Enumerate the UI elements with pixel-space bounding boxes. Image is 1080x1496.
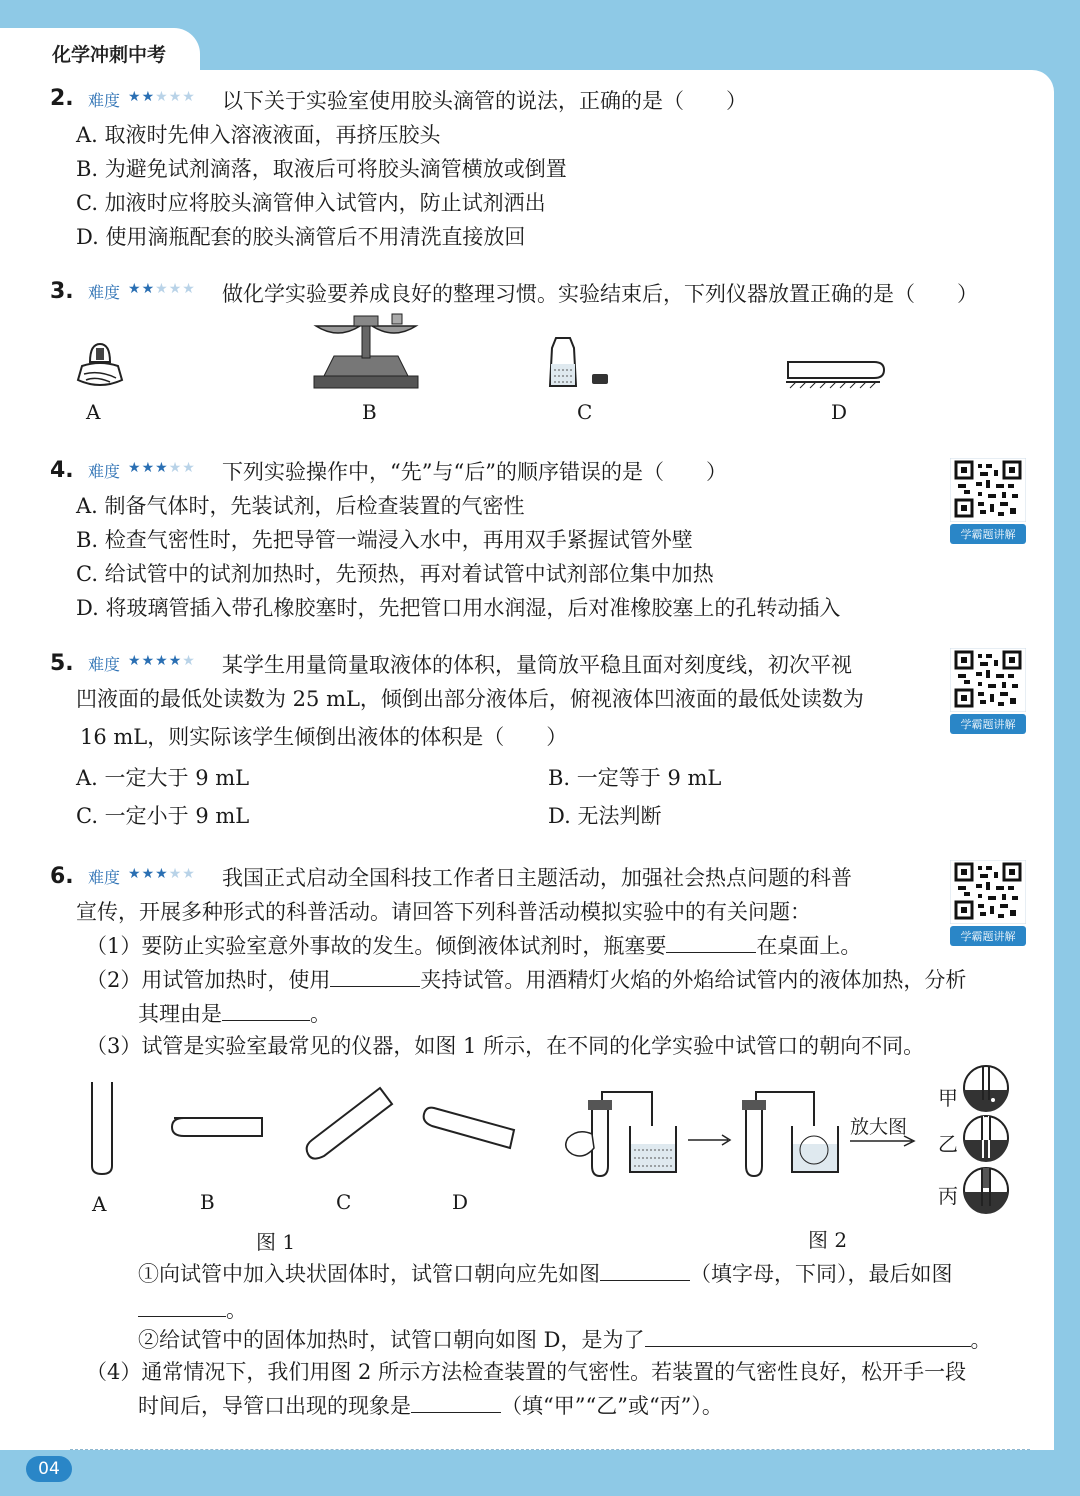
qr-code[interactable]	[950, 860, 1026, 946]
option-b: B. 为避免试剂滴落，取液后可将胶头滴管横放或倒置	[76, 157, 567, 181]
star-filled-icon: ★	[141, 281, 156, 297]
part-1-text: （1）要防止实验室意外事故的发生。倾倒液体试剂时，瓶塞要	[86, 934, 667, 958]
sub-question-1-end: 。	[226, 1298, 247, 1322]
difficulty-stars	[128, 866, 196, 882]
option-label-c: C	[577, 400, 593, 424]
star-filled-icon: ★	[155, 653, 169, 669]
option-label-a: A	[86, 400, 101, 424]
part-2-text-cont: 夹持试管。用酒精灯火焰的外焰给试管内的液体加热，分析	[420, 968, 967, 992]
magnified-view-yi	[962, 1114, 1010, 1162]
option-b: B. 一定等于 9 mL	[548, 766, 722, 790]
star-filled-icon: ★	[155, 460, 169, 476]
test-tube-upright-icon	[92, 1082, 112, 1174]
qr-label: 学霸题讲解	[950, 714, 1026, 734]
question-number: 4.	[50, 458, 74, 483]
arrow-icon	[688, 1135, 730, 1145]
page-number: 04	[26, 1456, 72, 1482]
answer-blank[interactable]	[138, 1298, 226, 1317]
part-2-reason-end: 。	[310, 1002, 331, 1026]
star-filled-icon: ★	[141, 460, 156, 476]
qr-label: 学霸题讲解	[950, 926, 1026, 946]
option-label-b: B	[362, 400, 377, 424]
difficulty-stars	[128, 281, 196, 297]
qr-code-icon	[950, 648, 1026, 712]
figure-2-caption: 图 2	[808, 1228, 848, 1252]
option-a: A. 制备气体时，先装试剂，后检查装置的气密性	[76, 494, 525, 518]
question-stem: 做化学实验要养成良好的整理习惯。实验结束后，下列仪器放置正确的是（ ）	[222, 282, 978, 306]
star-empty-icon: ★	[168, 281, 183, 297]
question-stem: 以下关于实验室使用胶头滴管的说法，正确的是（ ）	[222, 89, 747, 113]
question-number: 2.	[50, 86, 74, 111]
qr-code-icon	[950, 860, 1026, 924]
sub-question-2	[138, 1324, 992, 1354]
question-stem-line-2: 宣传，开展多种形式的科普活动。请回答下列科普活动模拟实验中的有关问题：	[76, 900, 811, 924]
sub-question-1-text-cont: （填字母，下同），最后如图	[690, 1262, 953, 1286]
part-2	[86, 964, 966, 994]
star-empty-icon: ★	[182, 460, 196, 476]
magnified-view-bing	[962, 1166, 1010, 1214]
answer-blank[interactable]	[411, 1394, 501, 1413]
star-filled-icon: ★	[168, 653, 183, 669]
question-stem-line-1: 我国正式启动全国科技工作者日主题活动，加强社会热点问题的科普	[222, 866, 852, 890]
star-filled-icon: ★	[128, 866, 142, 882]
fig2-label-jia: 甲	[938, 1086, 958, 1110]
answer-blank[interactable]	[600, 1262, 690, 1281]
option-d: D. 无法判断	[548, 804, 662, 828]
question-stem: 下列实验操作中，“先”与“后”的顺序错误的是（ ）	[222, 460, 727, 484]
option-d: D. 将玻璃管插入带孔橡胶塞时，先把管口用水润湿，后对准橡胶塞上的孔转动插入	[76, 596, 841, 620]
star-filled-icon: ★	[128, 653, 142, 669]
star-empty-icon: ★	[168, 460, 183, 476]
star-filled-icon: ★	[128, 460, 142, 476]
star-empty-icon: ★	[168, 89, 183, 105]
part-2-reason	[138, 998, 331, 1028]
magnified-view-jia	[962, 1064, 1010, 1112]
answer-blank[interactable]	[645, 1328, 971, 1347]
question-number: 6.	[50, 864, 74, 889]
test-tube-horizontal-icon	[784, 354, 888, 390]
sub-question-2-end: 。	[970, 1328, 992, 1352]
page	[0, 70, 1054, 1450]
figure-2-airtightness-setup	[558, 1088, 858, 1188]
part-1-text-end: 在桌面上。	[756, 934, 862, 958]
difficulty-stars	[128, 460, 196, 476]
star-filled-icon: ★	[128, 281, 142, 297]
reagent-bottle-icon	[546, 328, 614, 390]
alcohol-lamp-icon	[70, 336, 130, 392]
star-filled-icon: ★	[141, 866, 156, 882]
part-4-answer	[138, 1390, 723, 1420]
part-3: （3）试管是实验室最常见的仪器，如图 1 所示，在不同的化学实验中试管口的朝向不同。	[86, 1034, 925, 1058]
star-empty-icon: ★	[155, 281, 169, 297]
part-2-text: （2）用试管加热时，使用	[86, 968, 331, 992]
test-tube-tilted-up-icon	[307, 1088, 392, 1159]
question-number: 5.	[50, 651, 74, 676]
figure-1-caption: 图 1	[256, 1230, 296, 1254]
question-stem-line-2: 凹液面的最低处读数为 25 mL，倾倒出部分液体后，俯视液体凹液面的最低处读数为	[76, 687, 864, 711]
star-empty-icon: ★	[168, 866, 183, 882]
option-c: C. 加液时应将胶头滴管伸入试管内，防止试剂洒出	[76, 191, 546, 215]
header-tab	[0, 28, 200, 80]
star-empty-icon: ★	[182, 653, 196, 669]
star-filled-icon: ★	[141, 653, 156, 669]
star-empty-icon: ★	[155, 89, 169, 105]
book-title: 化学冲刺中考	[52, 44, 167, 66]
answer-blank[interactable]	[666, 934, 756, 953]
star-filled-icon: ★	[128, 89, 142, 105]
difficulty-label: 难度	[88, 462, 121, 481]
arrow-right-icon	[848, 1134, 918, 1148]
difficulty-label: 难度	[88, 91, 121, 110]
difficulty-stars	[128, 653, 196, 669]
difficulty-stars	[128, 89, 196, 105]
answer-blank[interactable]	[330, 968, 420, 987]
difficulty-label: 难度	[88, 283, 121, 302]
sub-question-1-final	[138, 1294, 247, 1324]
question-stem-line-3: 16 mL，则实际该学生倾倒出液体的体积是（ ）	[80, 725, 568, 749]
part-4-text: 时间后，导管口出现的现象是	[138, 1394, 411, 1418]
option-d: D. 使用滴瓶配套的胶头滴管后不用清洗直接放回	[76, 225, 526, 249]
part-4: （4）通常情况下，我们用图 2 所示方法检查装置的气密性。若装置的气密性良好，松开手一段	[86, 1360, 967, 1384]
sub-question-2-text: ②给试管中的固体加热时，试管口朝向如图 D，是为了	[138, 1328, 645, 1352]
fig1-label-a: A	[92, 1192, 107, 1216]
qr-code-icon	[950, 458, 1026, 522]
fig1-label-c: C	[336, 1190, 352, 1214]
qr-code[interactable]	[950, 458, 1026, 544]
fig1-label-d: D	[452, 1190, 469, 1214]
test-tube-horizontal-icon	[172, 1118, 262, 1136]
fig2-arrow-text: 放大图	[850, 1116, 908, 1138]
hand-icon	[566, 1132, 594, 1156]
question-number: 3.	[50, 279, 74, 304]
option-a: A. 一定大于 9 mL	[76, 766, 250, 790]
question-stem-line-1: 某学生用量筒量取液体的体积，量筒放平稳且面对刻度线，初次平视	[222, 653, 852, 677]
part-2-reason-text: 其理由是	[138, 1002, 222, 1026]
option-label-d: D	[831, 400, 848, 424]
fig1-label-b: B	[200, 1190, 215, 1214]
qr-label: 学霸题讲解	[950, 524, 1026, 544]
part-4-text-end: （填“甲”“乙”或“丙”）。	[501, 1394, 723, 1418]
figure-1-test-tubes	[80, 1078, 530, 1188]
part-1	[86, 930, 861, 960]
star-filled-icon: ★	[141, 89, 156, 105]
star-filled-icon: ★	[155, 866, 169, 882]
option-b: B. 检查气密性时，先把导管一端浸入水中，再用双手紧握试管外壁	[76, 528, 693, 552]
sub-question-1-text: ①向试管中加入块状固体时，试管口朝向应先如图	[138, 1262, 600, 1286]
star-empty-icon: ★	[182, 866, 196, 882]
option-c: C. 一定小于 9 mL	[76, 804, 250, 828]
fig2-label-yi: 乙	[938, 1132, 958, 1156]
test-tube-tilted-down-icon	[424, 1108, 514, 1148]
difficulty-label: 难度	[88, 655, 121, 674]
difficulty-label: 难度	[88, 868, 121, 887]
footer-divider	[70, 1449, 1030, 1450]
star-empty-icon: ★	[182, 281, 196, 297]
option-a: A. 取液时先伸入溶液液面，再挤压胶头	[76, 123, 441, 147]
option-c: C. 给试管中的试剂加热时，先预热，再对着试管中试剂部位集中加热	[76, 562, 714, 586]
star-empty-icon: ★	[182, 89, 196, 105]
footer-band	[0, 1450, 1080, 1496]
balance-scale-icon	[310, 310, 422, 390]
sub-question-1	[138, 1258, 953, 1288]
fig2-label-bing: 丙	[938, 1184, 958, 1208]
answer-blank[interactable]	[222, 1002, 310, 1021]
qr-code[interactable]	[950, 648, 1026, 734]
